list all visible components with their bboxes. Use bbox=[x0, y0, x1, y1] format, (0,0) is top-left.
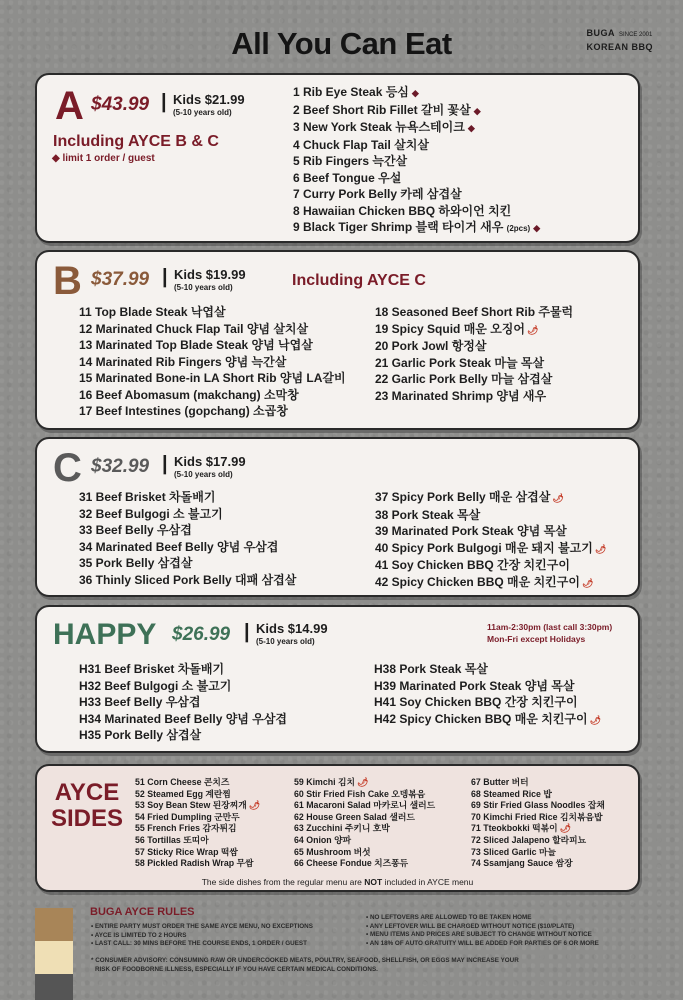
menu-item: 21 Garlic Pork Steak 마늘 목살 bbox=[375, 355, 545, 370]
happy-days: Mon-Fri except Holidays bbox=[487, 634, 586, 644]
menu-item: 15 Marinated Bone-in LA Short Rib 양념 LA갈비 bbox=[79, 371, 346, 385]
tier-b-separator: | bbox=[162, 266, 168, 288]
menu-item: 5 Rib Fingers 늑간살 bbox=[293, 154, 408, 168]
consumer-advisory-line2: RISK OF FOODBORNE ILLNESS, ESPECIALLY IF YOU HAVE CERTAIN MEDICAL CONDITIONS. bbox=[95, 966, 378, 973]
side-item: 64 Onion 양파 bbox=[294, 834, 352, 845]
menu-item: H31 Beef Brisket 차돌배기 bbox=[79, 662, 225, 676]
menu-item: H42 Spicy Chicken BBQ 매운 치킨구이 🌶 bbox=[374, 711, 602, 726]
tier-a-separator: | bbox=[161, 91, 167, 113]
tier-a-including: Including AYCE B & C bbox=[53, 133, 219, 150]
menu-item: 19 Spicy Squid 매운 오징어 🌶 bbox=[375, 321, 539, 336]
side-item: 57 Sticky Rice Wrap 떡쌈 bbox=[135, 846, 238, 857]
tier-b-kids-age: (5-10 years old) bbox=[174, 283, 233, 292]
brand-name: BUGA bbox=[586, 28, 615, 38]
sides-column-2 bbox=[294, 777, 435, 870]
side-item: 67 Butter 버터 bbox=[471, 777, 529, 787]
side-item: 69 Stir Fried Glass Noodles 잡채 bbox=[471, 800, 605, 811]
side-item: 62 House Green Salad 샐러드 bbox=[294, 811, 415, 822]
menu-item: 11 Top Blade Steak 낙엽살 bbox=[79, 305, 226, 319]
side-item: 54 Fried Dumpling 군만두 bbox=[135, 811, 240, 822]
tier-happy-kids-price: Kids $14.99 bbox=[256, 621, 328, 636]
rule-item: • LAST CALL: 30 MINS BEFORE THE COURSE ENDS, 1 ORDER / GUEST bbox=[91, 940, 307, 947]
tier-c-kids-price: Kids $17.99 bbox=[174, 454, 246, 469]
side-item: 71 Tteokbokki 떡볶이 🌶 bbox=[471, 823, 572, 834]
tier-c-letter: C bbox=[53, 446, 82, 490]
menu-item: 22 Garlic Pork Belly 마늘 삼겹살 bbox=[375, 372, 553, 386]
menu-item: 7 Curry Pork Belly 카레 삼겹살 bbox=[293, 187, 462, 201]
menu-item: 42 Spicy Chicken BBQ 매운 치킨구이 🌶 bbox=[375, 574, 594, 589]
menu-item: 34 Marinated Beef Belly 양념 우삼겹 bbox=[79, 539, 279, 554]
tier-c-kids-age: (5-10 years old) bbox=[174, 470, 233, 479]
diamond-icon: ◆ bbox=[533, 223, 541, 233]
menu-item: 9 Black Tiger Shrimp 블랙 타이거 새우 (2pcs) ◆ bbox=[293, 220, 541, 234]
diamond-icon: ◆ bbox=[473, 105, 481, 116]
brand-since: SINCE 2001 bbox=[618, 32, 653, 38]
tier-happy-card bbox=[35, 605, 640, 753]
color-swatch-cream bbox=[35, 941, 73, 974]
menu-item: H38 Pork Steak 목살 bbox=[374, 662, 488, 676]
color-swatch-tan bbox=[35, 908, 73, 941]
consumer-advisory-line1: * CONSUMER ADVISORY: CONSUMING RAW OR UNDERCOOKED MEATS, POULTRY, SEAFOOD, SHELLFISH, OR EGGS MAY INCREASE YOUR bbox=[91, 957, 519, 964]
tier-b-price: $37.99 bbox=[91, 269, 150, 290]
brand-subtitle: KOREAN BBQ bbox=[586, 42, 653, 52]
tier-c-separator: | bbox=[162, 453, 168, 475]
tier-b-items-left bbox=[79, 304, 346, 420]
ayce-sides-card bbox=[35, 764, 640, 892]
tier-happy-separator: | bbox=[244, 621, 250, 643]
chili-icon: 🌶 bbox=[357, 777, 369, 787]
menu-item: H32 Beef Bulgogi 소 불고기 bbox=[79, 678, 232, 693]
menu-item: 37 Spicy Pork Belly 매운 삼겹살 🌶 bbox=[375, 490, 564, 504]
menu-item: 3 New York Steak 뉴욕스테이크 ◆ bbox=[293, 120, 475, 134]
tier-happy-price: $26.99 bbox=[172, 624, 231, 645]
menu-item: 35 Pork Belly 삼겹살 bbox=[79, 556, 193, 570]
tier-happy-items-right bbox=[374, 661, 601, 728]
color-swatch-grey bbox=[35, 974, 73, 1000]
chili-icon: 🌶 bbox=[527, 324, 539, 335]
chili-icon: 🌶 bbox=[581, 577, 594, 588]
side-item: 72 Sliced Jalapeno 할라피뇨 bbox=[471, 834, 587, 845]
tier-a-price: $43.99 bbox=[91, 94, 150, 115]
tier-happy-letter: HAPPY bbox=[53, 618, 157, 651]
tier-b-letter: B bbox=[53, 259, 82, 303]
tier-c-items-left bbox=[79, 489, 296, 588]
tier-c-items-right bbox=[375, 489, 606, 591]
sides-note: The side dishes from the regular menu are NOT included in AYCE menu bbox=[201, 877, 474, 887]
sides-column-3 bbox=[471, 777, 605, 870]
menu-item: H34 Marinated Beef Belly 양념 우삼겹 bbox=[79, 711, 288, 726]
rule-item: • ANY LEFTOVER WILL BE CHARGED WITHOUT NOTICE ($10/PLATE) bbox=[366, 922, 575, 930]
menu-item: 13 Marinated Top Blade Steak 양념 낙엽살 bbox=[79, 338, 313, 352]
side-item: 52 Steamed Egg 계란찜 bbox=[135, 788, 231, 799]
rule-item: • NO LEFTOVERS ARE ALLOWED TO BE TAKEN HOME bbox=[366, 914, 532, 921]
tier-happy-kids-age: (5-10 years old) bbox=[256, 637, 315, 646]
menu-item: 36 Thinly Sliced Pork Belly 대패 삼겹살 bbox=[79, 572, 297, 587]
rules-title: BUGA AYCE RULES bbox=[90, 906, 195, 918]
tier-a-items bbox=[293, 84, 540, 238]
side-item: 51 Corn Cheese 콘치즈 bbox=[135, 777, 230, 787]
tier-a-kids-price: Kids $21.99 bbox=[173, 92, 245, 107]
rules-right bbox=[366, 914, 599, 948]
tier-happy-items-left bbox=[79, 661, 287, 744]
tier-b-items-right bbox=[375, 304, 573, 404]
side-item: 73 Sliced Garlic 마늘 bbox=[471, 846, 556, 857]
menu-item: 31 Beef Brisket 차돌배기 bbox=[79, 490, 216, 504]
tier-c-price: $32.99 bbox=[91, 456, 150, 477]
tier-a-letter: A bbox=[55, 84, 84, 128]
menu-item: 32 Beef Bulgogi 소 불고기 bbox=[79, 506, 223, 521]
chili-icon: 🌶 bbox=[559, 823, 572, 834]
tier-a-limit-note: ◆ limit 1 order / guest bbox=[52, 153, 155, 164]
rule-item: • AN 18% OF AUTO GRATUITY WILL BE ADDED FOR PARTIES OF 6 OR MORE bbox=[366, 939, 599, 947]
side-item: 56 Tortillas 또띠아 bbox=[135, 834, 209, 845]
menu-item: H39 Marinated Pork Steak 양념 목살 bbox=[374, 678, 575, 693]
chili-icon: 🌶 bbox=[589, 714, 602, 725]
menu-item: H41 Soy Chicken BBQ 간장 치킨구이 bbox=[374, 695, 578, 709]
menu-item: 16 Beef Abomasum (makchang) 소막창 bbox=[79, 387, 299, 402]
sides-title bbox=[51, 780, 123, 832]
menu-item: 38 Pork Steak 목살 bbox=[375, 507, 481, 522]
sides-column-1 bbox=[135, 777, 260, 870]
sides-title-line2: SIDES bbox=[51, 805, 124, 832]
rules-left bbox=[91, 923, 313, 949]
shrimp-quantity-note: (2pcs) bbox=[506, 224, 531, 233]
menu-item: 41 Soy Chicken BBQ 간장 치킨구이 bbox=[375, 558, 570, 572]
chili-icon: 🌶 bbox=[248, 800, 261, 811]
menu-item: 23 Marinated Shrimp 양념 새우 bbox=[375, 388, 547, 403]
menu-item: 12 Marinated Chuck Flap Tail 양념 살치살 bbox=[79, 321, 309, 336]
menu-item: 6 Beef Tongue 우설 bbox=[293, 170, 402, 185]
sides-title-line1: AYCE bbox=[54, 779, 120, 806]
chili-icon: 🌶 bbox=[594, 543, 607, 554]
side-item: 60 Stir Fried Fish Cake 오뎅볶음 bbox=[294, 788, 426, 799]
menu-item: 17 Beef Intestines (gopchang) 소곱창 bbox=[79, 404, 288, 418]
menu-item: 20 Pork Jowl 항정살 bbox=[375, 339, 487, 353]
side-item: 68 Steamed Rice 밥 bbox=[471, 788, 552, 799]
chili-icon: 🌶 bbox=[552, 493, 564, 503]
menu-item: 1 Rib Eye Steak 등심 ◆ bbox=[293, 85, 419, 99]
side-item: 66 Cheese Fondue 치즈퐁듀 bbox=[294, 858, 409, 869]
diamond-icon: ◆ bbox=[467, 123, 475, 133]
rule-item: • AYCE IS LIMITED TO 2 HOURS bbox=[91, 931, 187, 939]
tier-a-card bbox=[35, 73, 640, 243]
menu-item: 40 Spicy Pork Bulgogi 매운 돼지 불고기 🌶 bbox=[375, 540, 607, 555]
tier-b-card bbox=[35, 250, 640, 430]
tier-c-card bbox=[35, 437, 640, 597]
menu-item: 39 Marinated Pork Steak 양념 목살 bbox=[375, 524, 567, 538]
brand-logo bbox=[586, 27, 653, 53]
tier-b-including: Including AYCE C bbox=[292, 272, 426, 289]
side-item: 65 Mushroom 버섯 bbox=[294, 846, 371, 857]
side-item: 59 Kimchi 김치 🌶 bbox=[294, 777, 369, 787]
side-item: 53 Soy Bean Stew 된장찌개 🌶 bbox=[135, 800, 261, 811]
tier-b-kids-price: Kids $19.99 bbox=[174, 267, 246, 282]
side-item: 58 Pickled Radish Wrap 무쌈 bbox=[135, 858, 254, 869]
menu-item: 33 Beef Belly 우삼겹 bbox=[79, 523, 192, 537]
menu-item: 4 Chuck Flap Tail 살치살 bbox=[293, 137, 429, 152]
menu-item: 18 Seasoned Beef Short Rib 주물럭 bbox=[375, 305, 574, 319]
menu-item: 14 Marinated Rib Fingers 양념 늑간살 bbox=[79, 354, 287, 369]
menu-item: 8 Hawaiian Chicken BBQ 하와이언 치킨 bbox=[293, 203, 512, 218]
side-item: 63 Zucchini 주키니 호박 bbox=[294, 823, 390, 834]
tier-a-kids-age: (5-10 years old) bbox=[173, 108, 232, 117]
menu-item: H35 Pork Belly 삼겹살 bbox=[79, 728, 202, 742]
page-title: All You Can Eat bbox=[231, 26, 452, 61]
rule-item: • MENU ITEMS AND PRICES ARE SUBJECT TO CHANGE WITHOUT NOTICE bbox=[366, 931, 592, 938]
side-item: 55 French Fries 감자튀김 bbox=[135, 823, 237, 834]
menu-item: H33 Beef Belly 우삼겹 bbox=[79, 695, 201, 709]
diamond-icon: ◆ bbox=[411, 88, 419, 98]
happy-hours: 11am-2:30pm (last call 3:30pm) bbox=[487, 622, 613, 632]
rule-item: • ENTIRE PARTY MUST ORDER THE SAME AYCE MENU, NO EXCEPTIONS bbox=[91, 923, 313, 930]
side-item: 61 Macaroni Salad 마카로니 샐러드 bbox=[294, 800, 436, 811]
side-item: 74 Ssamjang Sauce 쌈장 bbox=[471, 858, 573, 869]
side-item: 70 Kimchi Fried Rice 김치볶음밥 bbox=[471, 811, 603, 822]
menu-item: 2 Beef Short Rib Fillet 갈비 꽃살 ◆ bbox=[293, 102, 481, 117]
